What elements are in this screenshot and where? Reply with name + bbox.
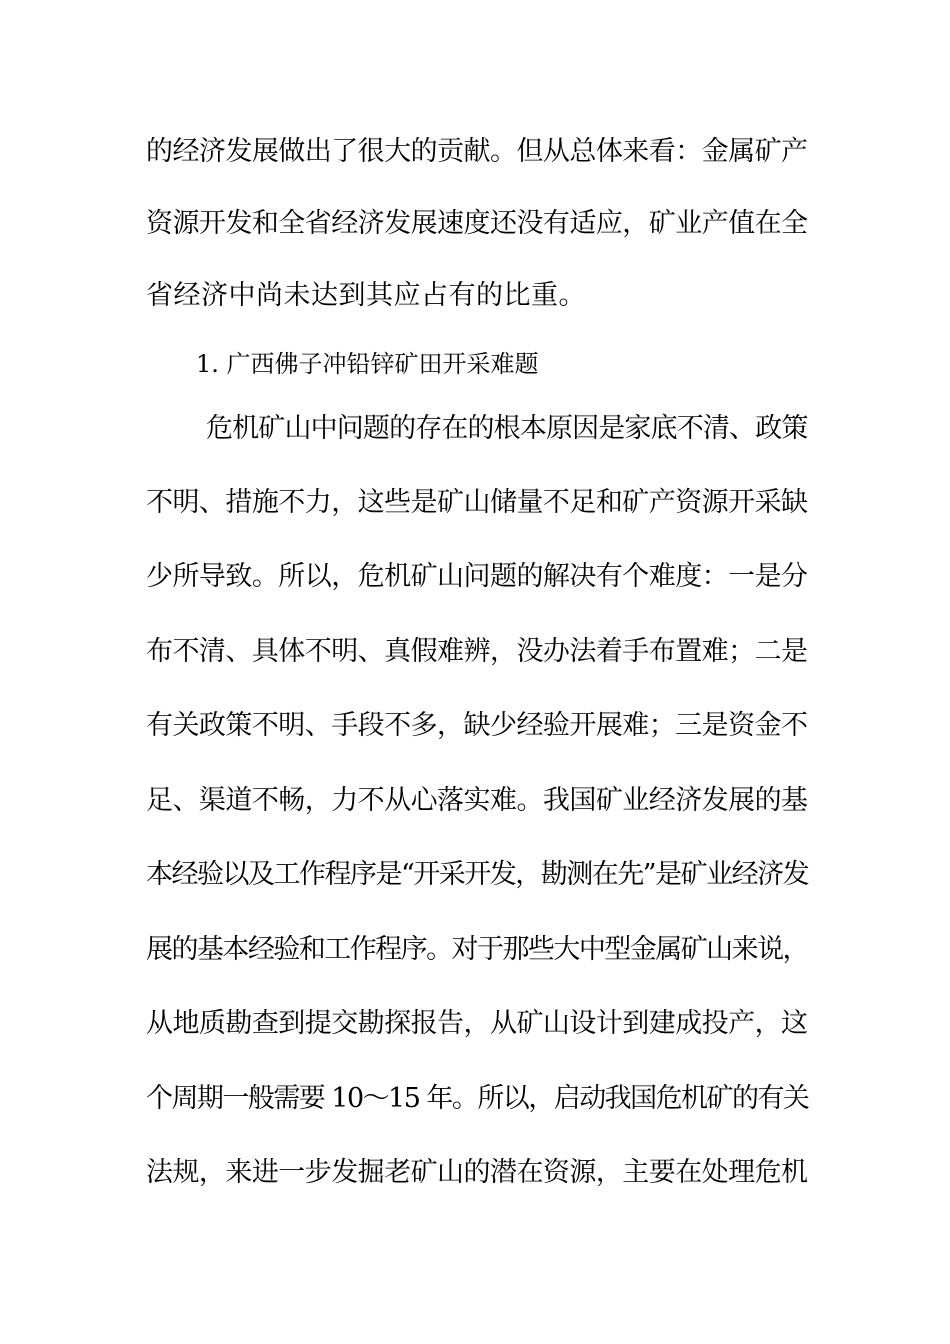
paragraph-line-10: 足、渠道不畅，力不从心落实难。我国矿业经济发展的基 — [146, 785, 808, 816]
paragraph-line-3: 省经济中尚未达到其应占有的比重。 — [146, 280, 586, 311]
paragraph-line-15: 法规，来进一步发掘老矿山的潜在资源，主要在处理危机 — [146, 1157, 808, 1188]
paragraph-line-9: 有关政策不明、手段不多，缺少经验开展难；三是资金不 — [146, 710, 808, 741]
paragraph-line-8: 布不清、具体不明、真假难辨，没办法着手布置难；二是 — [146, 636, 808, 667]
paragraph-line-5: 危机矿山中问题的存在的根本原因是家底不清、政策 — [206, 413, 808, 444]
paragraph-line-14: 个周期一般需要 10～15 年。所以，启动我国危机矿的有关 — [146, 1083, 809, 1114]
section-heading: 1. 广西佛子冲铅锌矿田开采难题 — [196, 350, 539, 378]
paragraph-line-6: 不明、措施不力，这些是矿山储量不足和矿产资源开采缺 — [146, 487, 808, 518]
paragraph-line-13: 从地质勘查到提交勘探报告，从矿山设计到建成投产，这 — [146, 1008, 808, 1039]
paragraph-line-12: 展的基本经验和工作程序。对于那些大中型金属矿山来说， — [146, 934, 808, 965]
paragraph-line-1: 的经济发展做出了很大的贡献。但从总体来看：金属矿产 — [146, 136, 808, 167]
paragraph-line-2: 资源开发和全省经济发展速度还没有适应，矿业产值在全 — [146, 208, 808, 239]
paragraph-line-7: 少所导致。所以，危机矿山问题的解决有个难度：一是分 — [146, 561, 808, 592]
paragraph-line-11: 本经验以及工作程序是“开采开发，勘测在先”是矿业经济发 — [146, 859, 809, 890]
